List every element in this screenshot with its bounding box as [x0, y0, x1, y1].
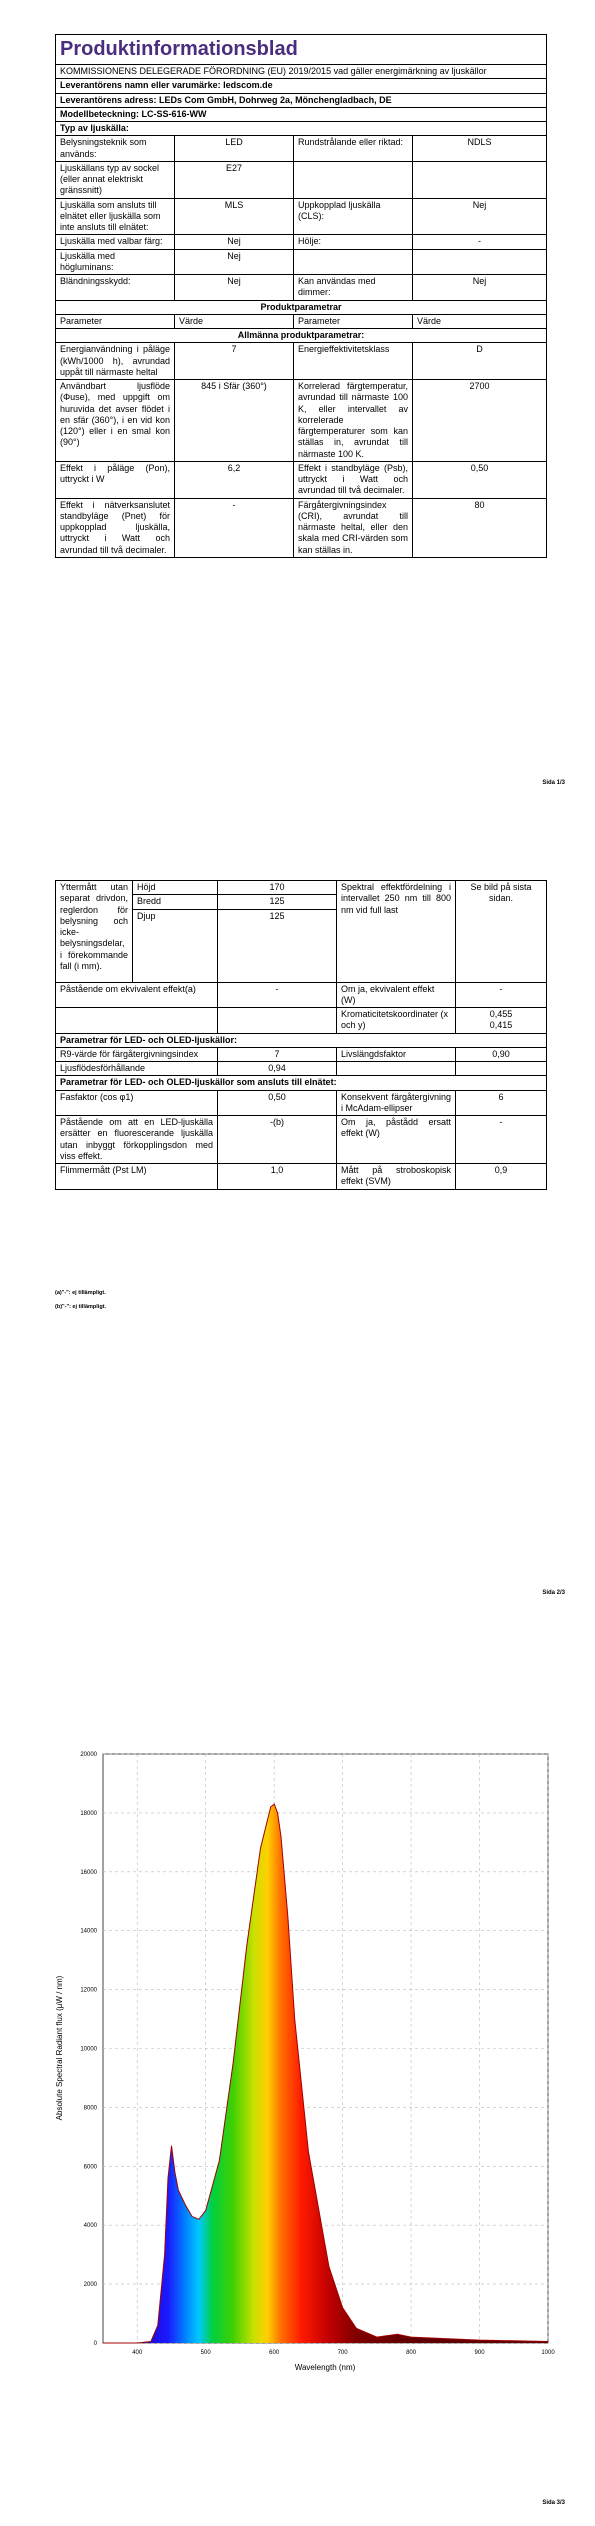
- lumen-label: Ljusflödesförhållande: [56, 1062, 218, 1076]
- pon-value: 6,2: [175, 461, 294, 498]
- nondir-label: Rundstrålande eller riktad:: [294, 136, 413, 162]
- psb-label: Effekt i standbyläge (Psb), uttryckt i Watt och avrundad till två decimaler.: [294, 461, 413, 498]
- x-tick-label: 600: [269, 2350, 280, 2356]
- product-info-table-1: [55, 34, 547, 558]
- flux-label: Användbart ljusflöde (Φuse), med uppgift om huruvida det avser flödet i en sfär (360°), i en vid kon (120°) eller i en smal kon (90°): [56, 380, 175, 462]
- ellipse-value: 6: [456, 1090, 547, 1116]
- pnet-label: Effekt i nätverksanslutet standbyläge (Pnet) för uppkopplad ljuskälla, uttryckt i Watt och avrundad till två decimaler.: [56, 498, 175, 557]
- tech-value: LED: [175, 136, 294, 162]
- x-ticks: [132, 2350, 555, 2356]
- y-ticks: [80, 1752, 97, 2347]
- y-tick-label: 20000: [80, 1752, 97, 1758]
- x-tick-label: 500: [200, 2350, 211, 2356]
- col-value-1: Värde: [175, 314, 294, 328]
- col-param-1: Parameter: [56, 314, 175, 328]
- flicker-value: 1,0: [218, 1164, 337, 1190]
- page-number-3: Sida 3/3: [542, 2500, 565, 2506]
- y-tick-label: 2000: [83, 2282, 97, 2289]
- cri-value: 80: [413, 498, 547, 557]
- x-tick-label: 700: [337, 2350, 348, 2356]
- equiv-w-label: Om ja, ekvivalent effekt (W): [337, 982, 456, 1008]
- glare-value: Nej: [175, 275, 294, 301]
- width-label: Bredd: [133, 895, 218, 909]
- led-params-heading: Parametrar för LED- och OLED-ljuskällor:: [56, 1033, 547, 1047]
- depth-value: 125: [218, 909, 337, 982]
- dim-value: Nej: [413, 275, 547, 301]
- cls-value: Nej: [413, 198, 547, 235]
- strobo-value: 0,9: [456, 1164, 547, 1190]
- chroma-label: Kromaticitetskoordinater (x och y): [337, 1008, 456, 1034]
- general-params-heading: Allmänna produktparametrar:: [56, 329, 547, 343]
- cct-value: 2700: [413, 380, 547, 462]
- ellipse-label: Konsekvent färgåtergivning i McAdam-ellipser: [337, 1090, 456, 1116]
- y-tick-label: 6000: [83, 2164, 97, 2171]
- spd-value: Se bild på sista sidan.: [456, 881, 547, 983]
- y-tick-label: 4000: [83, 2223, 97, 2230]
- replace-value: -(b): [218, 1116, 337, 1164]
- y-tick-label: 12000: [80, 1987, 97, 1994]
- flux-value: 845 i Sfär (360°): [175, 380, 294, 462]
- eclass-value: D: [413, 343, 547, 380]
- hl-value: Nej: [175, 249, 294, 275]
- replace-w-value: -: [456, 1116, 547, 1164]
- equiv-label: Påstående om ekvivalent effekt(a): [56, 982, 218, 1008]
- page-title: Produktinformationsblad: [56, 35, 547, 65]
- cls-label: Uppkopplad ljuskälla (CLS):: [294, 198, 413, 235]
- width-value: 125: [218, 895, 337, 909]
- pnet-value: -: [175, 498, 294, 557]
- page-number-1: Sida 1/3: [542, 780, 565, 786]
- replace-w-label: Om ja, påstådd ersatt effekt (W): [337, 1116, 456, 1164]
- equiv-w-value: -: [456, 982, 547, 1008]
- replace-label: Påstående om att en LED-ljuskälla ersätter en fluorescerande ljuskälla utan inbyggt förkopplingsdon med viss effekt.: [56, 1116, 218, 1164]
- page-number-2: Sida 2/3: [542, 1590, 565, 1596]
- model-identifier: Modellbeteckning: LC-SS-616-WW: [56, 107, 547, 121]
- y-tick-label: 16000: [80, 1869, 97, 1876]
- flicker-label: Flimmermått (Pst LM): [56, 1164, 218, 1190]
- x-tick-label: 800: [406, 2350, 417, 2356]
- psb-value: 0,50: [413, 461, 547, 498]
- col-value-2: Värde: [413, 314, 547, 328]
- chroma-y: 0,415: [489, 1020, 513, 1031]
- dims-label: Yttermått utan separat drivdon, reglerdon för belysning och icke-belysningsdelar, i förekommande fall (i mm).: [56, 881, 133, 983]
- y-tick-label: 0: [93, 2341, 97, 2347]
- lumen-value: 0,94: [218, 1062, 337, 1076]
- footnote-a: (a)"-": ej tillämpligt.: [55, 1290, 106, 1296]
- cct-label: Korrelerad färgtemperatur, avrundad till närmaste 100 K, eller intervallet av korrelerade färgtemperaturer som kan ställas in, avrundat till närmaste 100 K.: [294, 380, 413, 462]
- cap-value: E27: [175, 161, 294, 198]
- spd-label: Spektral effektfördelning i intervallet 250 nm till 800 nm vid full last: [337, 881, 456, 983]
- chroma-x: 0,455: [489, 1009, 513, 1019]
- y-tick-label: 18000: [80, 1810, 97, 1817]
- envelope-label: Hölje:: [294, 235, 413, 249]
- chroma-values: [456, 1008, 547, 1034]
- footnote-b: (b)"-": ej tillämpligt.: [55, 1304, 107, 1310]
- eclass-label: Energieffektivitetsklass: [294, 343, 413, 380]
- height-value: 170: [218, 881, 337, 895]
- survival-value: 0,90: [456, 1047, 547, 1061]
- nondir-value: NDLS: [413, 136, 547, 162]
- tunable-value: Nej: [175, 235, 294, 249]
- y-tick-label: 8000: [83, 2105, 97, 2112]
- cri-label: Färgåtergivningsindex (CRI), avrundat till närmaste heltal, eller den skala med CRI-värden som kan ställas in.: [294, 498, 413, 557]
- cap-label: Ljuskällans typ av sockel (eller annat elektriskt gränssnitt): [56, 161, 175, 198]
- supplier-name: Leverantörens namn eller varumärke: ledscom.de: [56, 79, 547, 93]
- glare-label: Bländningsskydd:: [56, 275, 175, 301]
- col-param-2: Parameter: [294, 314, 413, 328]
- x-tick-label: 900: [474, 2350, 485, 2356]
- y-tick-label: 10000: [80, 2046, 97, 2053]
- type-heading: Typ av ljuskälla:: [56, 122, 547, 136]
- r9-label: R9-värde för färgåtergivningsindex: [56, 1047, 218, 1061]
- strobo-label: Mått på stroboskopisk effekt (SVM): [337, 1164, 456, 1190]
- product-info-table-2: [55, 880, 547, 1190]
- height-label: Höjd: [133, 881, 218, 895]
- depth-label: Djup: [133, 909, 218, 982]
- survival-label: Livslängdsfaktor: [337, 1047, 456, 1061]
- energy-value: 7: [175, 343, 294, 380]
- r9-value: 7: [218, 1047, 337, 1061]
- energy-label: Energianvändning i påläge (kWh/1000 h), avrundad uppåt till närmaste heltal: [56, 343, 175, 380]
- envelope-value: -: [413, 235, 547, 249]
- tunable-label: Ljuskälla med valbar färg:: [56, 235, 175, 249]
- supplier-address: Leverantörens adress: LEDs Com GmbH, Dohrweg 2a, Mönchengladbach, DE: [56, 93, 547, 107]
- y-tick-label: 14000: [80, 1928, 97, 1935]
- x-tick-label: 1000: [541, 2350, 555, 2356]
- x-axis-label: Wavelength (nm): [294, 2363, 356, 2372]
- pf-value: 0,50: [218, 1090, 337, 1116]
- x-tick-label: 400: [132, 2350, 143, 2356]
- mains-value: MLS: [175, 198, 294, 235]
- mains-params-heading: Parametrar för LED- och OLED-ljuskällor som ansluts till elnätet:: [56, 1076, 547, 1090]
- equiv-value: -: [218, 982, 337, 1008]
- y-axis-label: Absolute Spectral Radiant flux (µW / nm): [55, 1975, 64, 2121]
- pon-label: Effekt i påläge (Pon), uttryckt i W: [56, 461, 175, 498]
- mains-label: Ljuskälla som ansluts till elnätet eller ljuskälla som inte ansluts till elnätet:: [56, 198, 175, 235]
- product-params-heading: Produktparametrar: [56, 300, 547, 314]
- dim-label: Kan användas med dimmer:: [294, 275, 413, 301]
- hl-label: Ljuskälla med högluminans:: [56, 249, 175, 275]
- pf-label: Fasfaktor (cos φ1): [56, 1090, 218, 1116]
- regulation-text: KOMMISSIONENS DELEGERADE FÖRORDNING (EU) 2019/2015 vad gäller energimärkning av ljuskällor: [56, 65, 547, 79]
- spectral-chart: [18, 1740, 578, 2400]
- tech-label: Belysningsteknik som används:: [56, 136, 175, 162]
